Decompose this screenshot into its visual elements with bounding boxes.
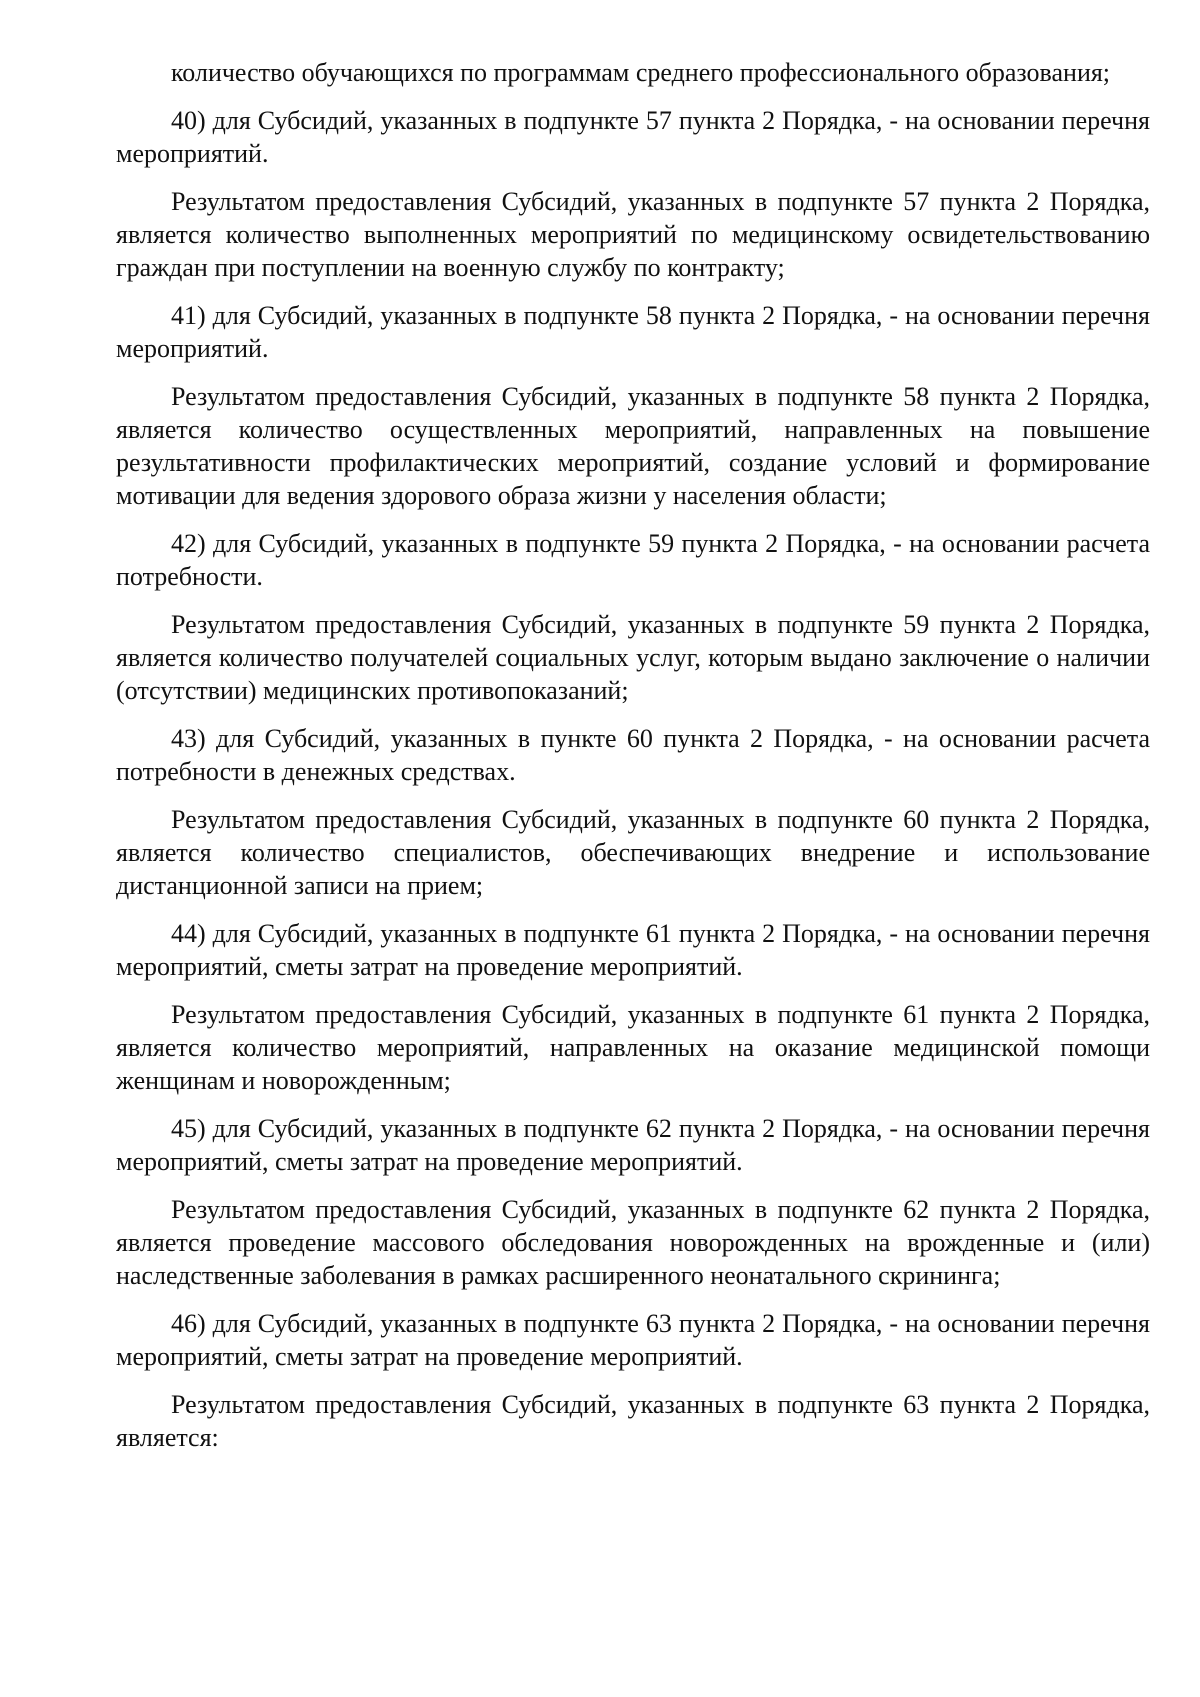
- paragraph-item-42: 42) для Субсидий, указанных в подпункте 59 пункта 2 Порядка, - на основании расчета потребности.: [116, 529, 1150, 591]
- document-page: [116, 56, 1150, 1454]
- paragraph-result-63: Результатом предоставления Субсидий, указанных в подпункте 63 пункта 2 Порядка, является:: [116, 1390, 1150, 1452]
- paragraph-result-57: Результатом предоставления Субсидий, указанных в подпункте 57 пункта 2 Порядка, является количество выполненных мероприятий по медицинскому освидетельствованию граждан при поступлении на военную службу по контракту;: [116, 187, 1150, 282]
- paragraph-item-43: 43) для Субсидий, указанных в пункте 60 пункта 2 Порядка, - на основании расчета потребности в денежных средствах.: [116, 724, 1150, 786]
- paragraph-item-40: 40) для Субсидий, указанных в подпункте 57 пункта 2 Порядка, - на основании перечня мероприятий.: [116, 106, 1150, 168]
- paragraph-result-61: Результатом предоставления Субсидий, указанных в подпункте 61 пункта 2 Порядка, является количество мероприятий, направленных на оказание медицинской помощи женщинам и новорожденным;: [116, 1000, 1150, 1095]
- paragraph-item-46: 46) для Субсидий, указанных в подпункте 63 пункта 2 Порядка, - на основании перечня мероприятий, сметы затрат на проведение мероприятий.: [116, 1309, 1150, 1371]
- paragraph-item-45: 45) для Субсидий, указанных в подпункте 62 пункта 2 Порядка, - на основании перечня мероприятий, сметы затрат на проведение мероприятий.: [116, 1114, 1150, 1176]
- paragraph-result-62: Результатом предоставления Субсидий, указанных в подпункте 62 пункта 2 Порядка, является проведение массового обследования новорожденных на врожденные и (или) наследственные заболевания в рамках расширенного неонатального скрининга;: [116, 1195, 1150, 1290]
- paragraph-item-44: 44) для Субсидий, указанных в подпункте 61 пункта 2 Порядка, - на основании перечня мероприятий, сметы затрат на проведение мероприятий.: [116, 919, 1150, 981]
- paragraph-item-41: 41) для Субсидий, указанных в подпункте 58 пункта 2 Порядка, - на основании перечня мероприятий.: [116, 301, 1150, 363]
- paragraph-result-58: Результатом предоставления Субсидий, указанных в подпункте 58 пункта 2 Порядка, является количество осуществленных мероприятий, направленных на повышение результативности профилактических мероприятий, создание условий и формирование мотивации для ведения здорового образа жизни у населения области;: [116, 382, 1150, 510]
- paragraph-result-59: Результатом предоставления Субсидий, указанных в подпункте 59 пункта 2 Порядка, является количество получателей социальных услуг, которым выдано заключение о наличии (отсутствии) медицинских противопоказаний;: [116, 610, 1150, 705]
- paragraph-continuation: количество обучающихся по программам среднего профессионального образования;: [171, 58, 1111, 87]
- paragraph-result-60: Результатом предоставления Субсидий, указанных в подпункте 60 пункта 2 Порядка, является количество специалистов, обеспечивающих внедрение и использование дистанционной записи на прием;: [116, 805, 1150, 900]
